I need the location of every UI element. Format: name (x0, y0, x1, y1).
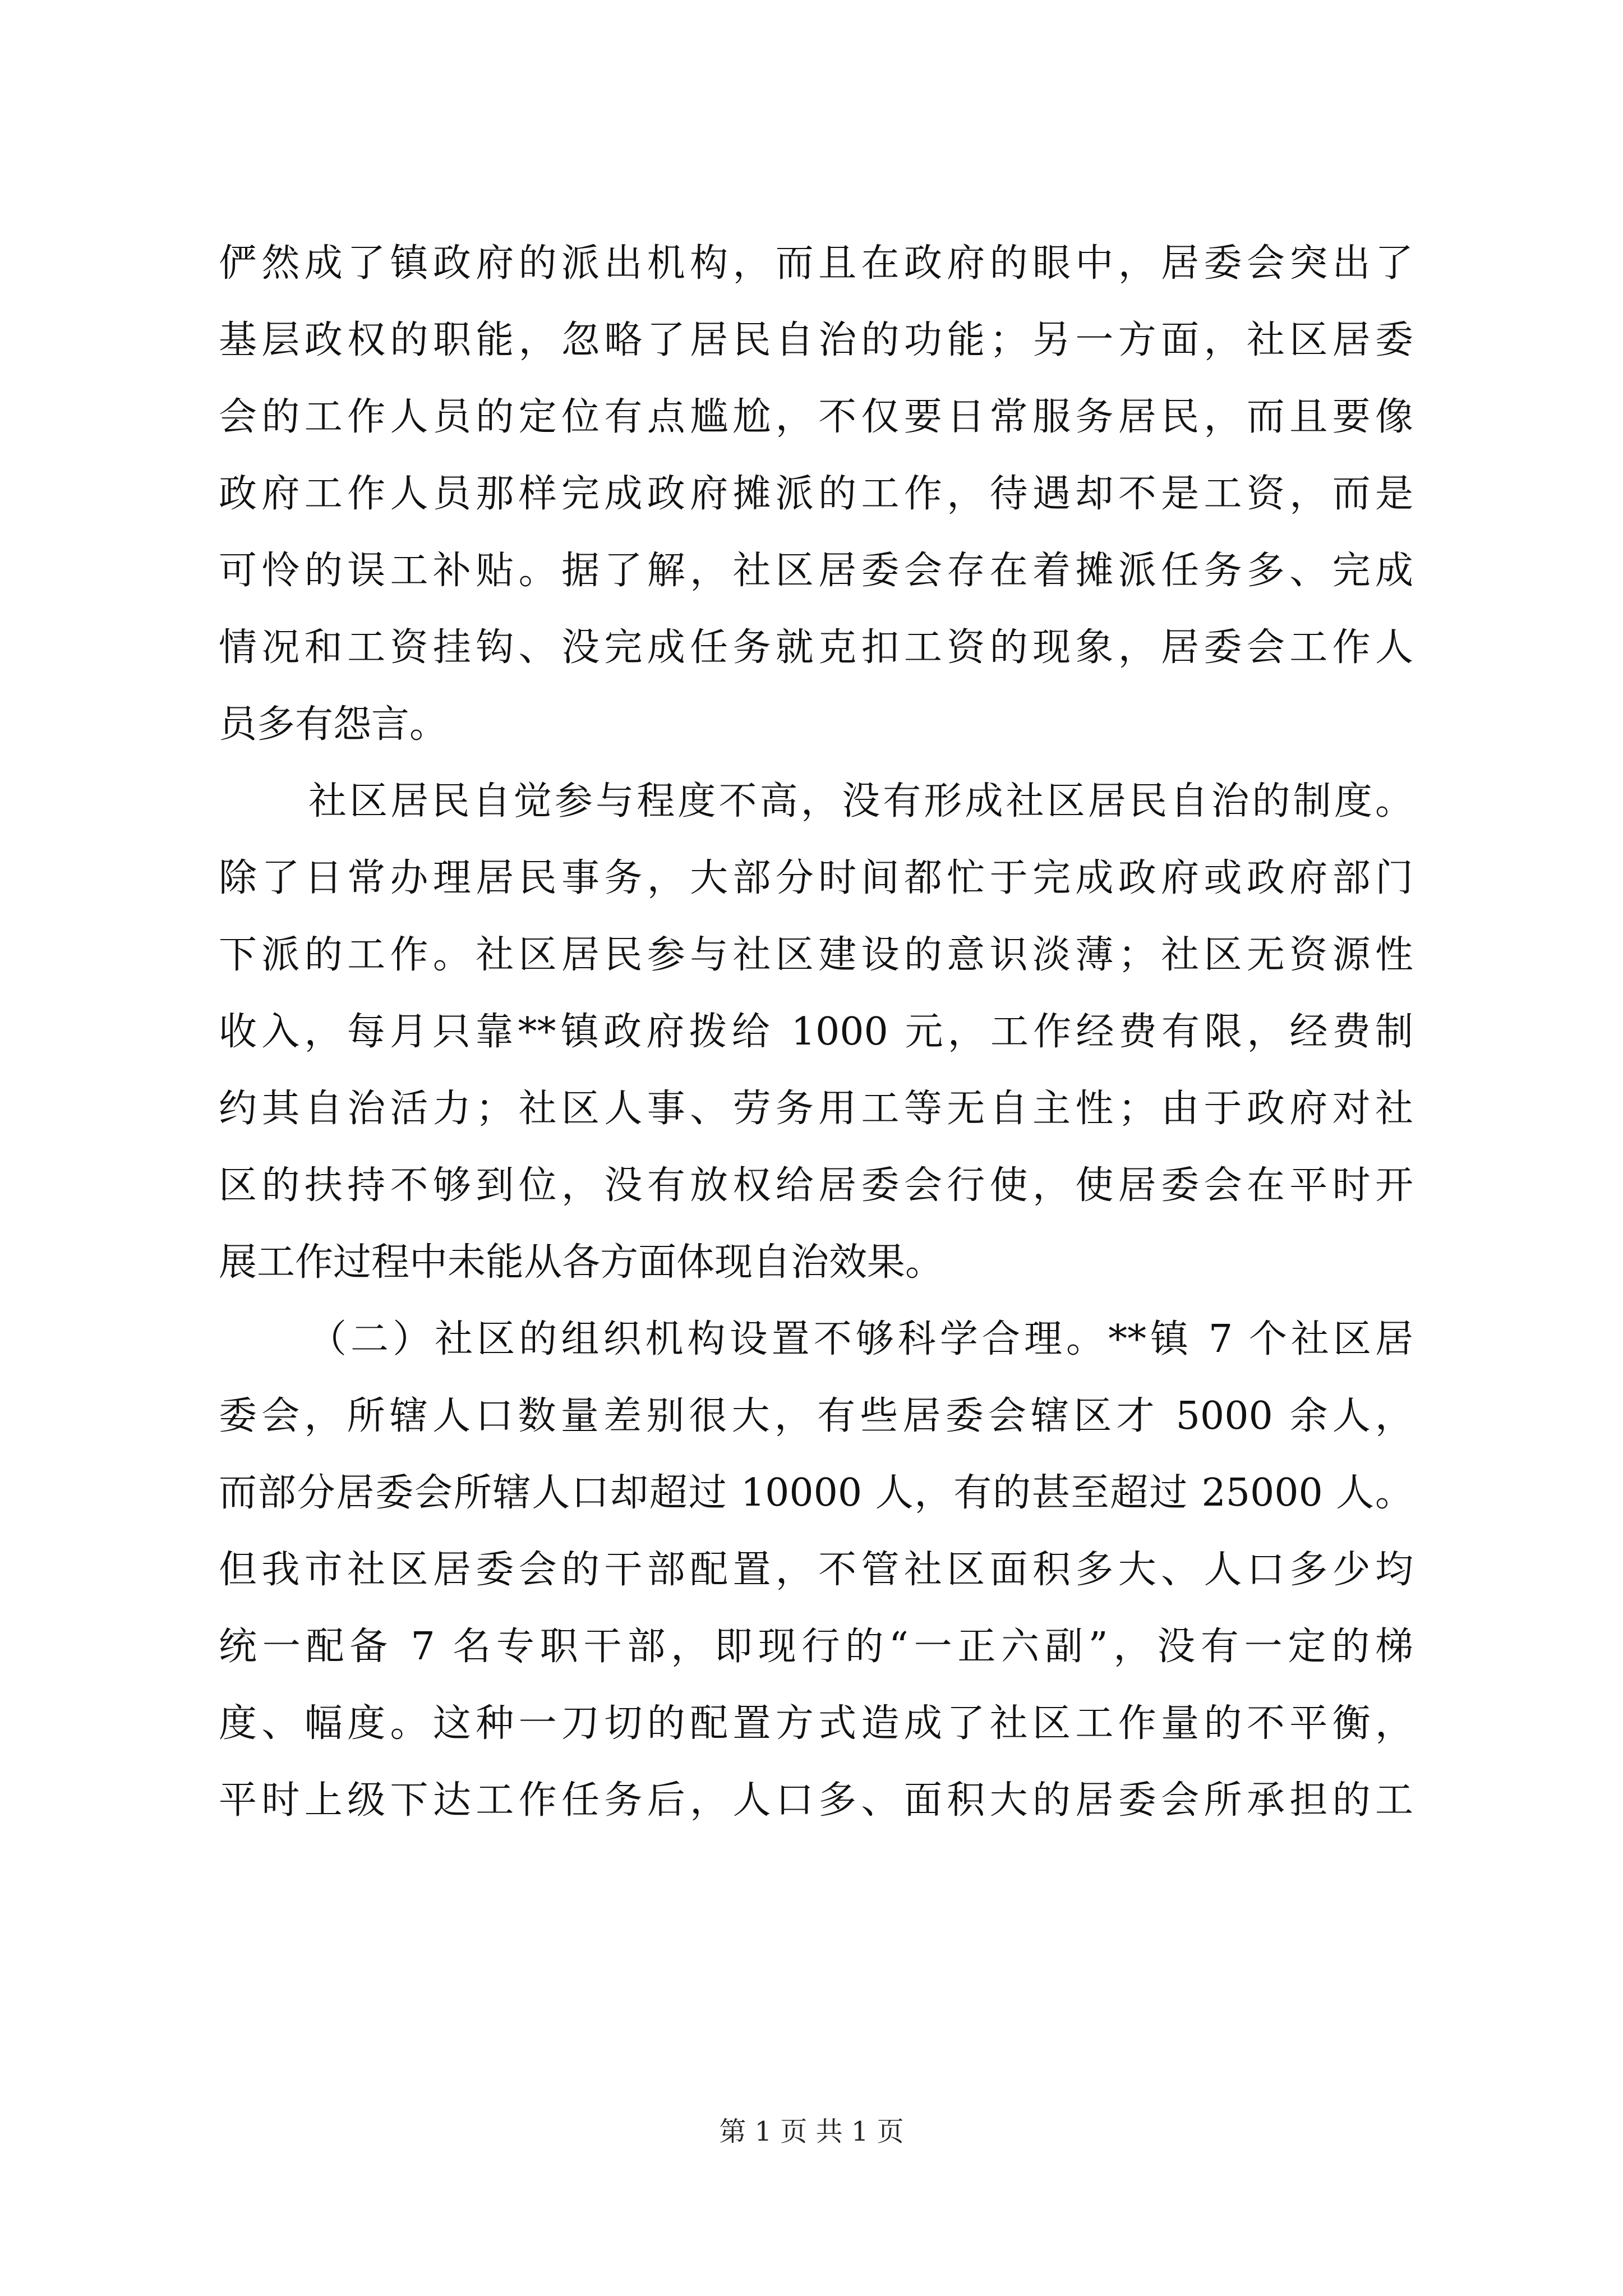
text-line: 下派的工作。社区居民参与社区建设的意识淡薄；社区无资源性 (219, 933, 1413, 977)
text-line: 情况和工资挂钩、没完成任务就克扣工资的现象，居委会工作人 (219, 625, 1413, 670)
text-line: 员多有怨言。 (219, 702, 448, 747)
text-line: 政府工作人员那样完成政府摊派的工作，待遇却不是工资，而是 (219, 472, 1413, 516)
text-line: 统一配备 7 名专职干部，即现行的“一正六副”，没有一定的梯 (219, 1625, 1413, 1669)
text-line: 但我市社区居委会的干部配置，不管社区面积多大、人口多少均 (219, 1548, 1413, 1592)
text-line: 除了日常办理居民事务，大部分时间都忙于完成政府或政府部门 (219, 856, 1413, 900)
text-line: （二）社区的组织机构设置不够科学合理。**镇 7 个社区居 (308, 1317, 1413, 1361)
text-line: 而部分居委会所辖人口却超过 10000 人，有的甚至超过 25000 人。 (219, 1471, 1413, 1515)
text-line: 收入，每月只靠**镇政府拨给 1000 元，工作经费有限，经费制 (219, 1010, 1413, 1054)
page-footer (0, 2109, 1623, 2154)
text-line: 平时上级下达工作任务后，人口多、面积大的居委会所承担的工 (219, 1778, 1413, 1823)
text-line: 约其自治活力；社区人事、劳务用工等无自主性；由于政府对社 (219, 1087, 1413, 1131)
text-line: 基层政权的职能，忽略了居民自治的功能；另一方面，社区居委 (219, 318, 1413, 362)
page-number-label: 第 1 页 共 1 页 (719, 2116, 904, 2147)
text-line: 展工作过程中未能从各方面体现自治效果。 (219, 1240, 944, 1285)
text-line: 度、幅度。这种一刀切的配置方式造成了社区工作量的不平衡， (219, 1701, 1413, 1746)
text-line: 可怜的误工补贴。据了解，社区居委会存在着摊派任务多、完成 (219, 549, 1413, 593)
text-line: 俨然成了镇政府的派出机构，而且在政府的眼中，居委会突出了 (219, 241, 1413, 286)
text-line: 会的工作人员的定位有点尴尬，不仅要日常服务居民，而且要像 (219, 395, 1413, 439)
text-line: 委会，所辖人口数量差别很大，有些居委会辖区才 5000 余人， (219, 1394, 1413, 1438)
text-line: 社区居民自觉参与程度不高，没有形成社区居民自治的制度。 (308, 779, 1413, 823)
text-line: 区的扶持不够到位，没有放权给居委会行使，使居委会在平时开 (219, 1163, 1413, 1208)
